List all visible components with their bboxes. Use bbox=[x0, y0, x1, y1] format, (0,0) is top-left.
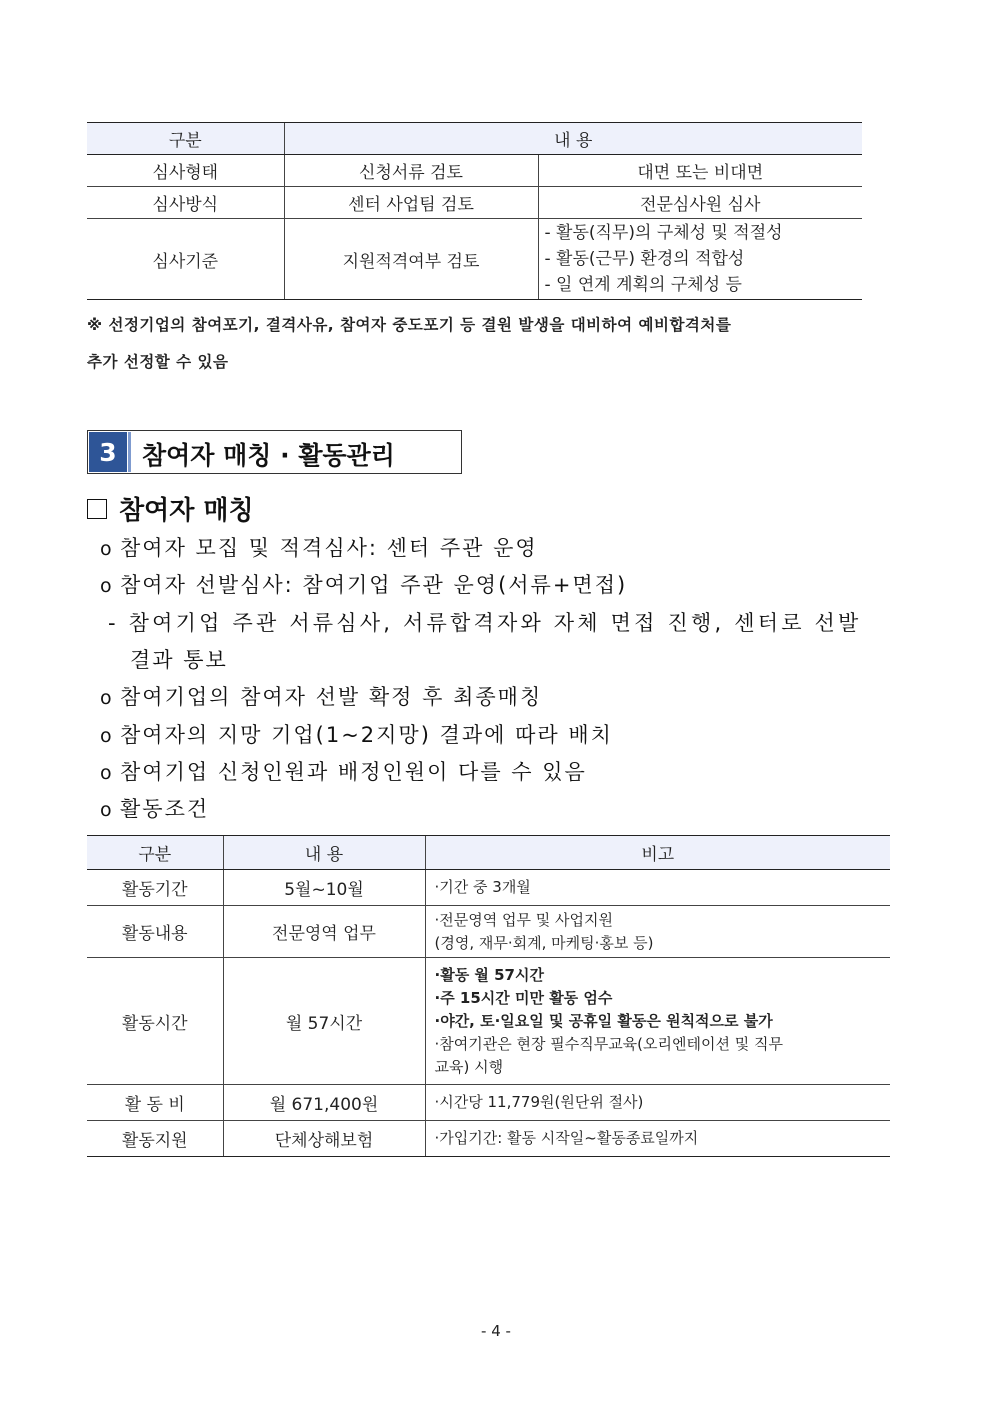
row-label: 활 동 비 bbox=[87, 1085, 223, 1121]
subheading bbox=[87, 490, 254, 527]
screening-table bbox=[87, 122, 862, 300]
page-number: - 4 - bbox=[481, 1322, 511, 1340]
table-cell: 5월~10월 bbox=[223, 870, 425, 906]
notes-cell bbox=[425, 870, 890, 906]
list-item bbox=[100, 793, 209, 823]
note-text: ·참여기관은 현장 필수직무교육(오리엔테이션 및 직무 bbox=[434, 1034, 783, 1053]
section-number-accent bbox=[128, 432, 131, 472]
table-row bbox=[87, 906, 890, 958]
list-item-text: 참여기업 신청인원과 배정인원이 다를 수 있음 bbox=[120, 760, 587, 784]
criteria-list-cell bbox=[538, 219, 862, 300]
subheading-text: 참여자 매칭 bbox=[119, 496, 254, 526]
table-header-cell: 구분 bbox=[87, 123, 284, 155]
table-header-row bbox=[87, 836, 890, 870]
bullet-marker: o bbox=[100, 687, 114, 709]
list-item bbox=[100, 681, 542, 711]
bullet-marker: o bbox=[100, 725, 114, 747]
table-cell: 월 57시간 bbox=[223, 958, 425, 1085]
table-header-cell: 비고 bbox=[425, 836, 890, 870]
checkbox-square-icon bbox=[87, 499, 107, 519]
list-item: - 활동(직무)의 구체성 및 적절성 bbox=[544, 223, 783, 243]
row-label: 활동기간 bbox=[87, 870, 223, 906]
table-row bbox=[87, 1121, 890, 1157]
table-header-cell: 구분 bbox=[87, 836, 223, 870]
list-item bbox=[100, 719, 613, 749]
section-title: 참여자 매칭 · 활동관리 bbox=[142, 441, 395, 470]
note-text: ·가입기간: 활동 시작일~활동종료일까지 bbox=[434, 1129, 699, 1147]
note-line: ※ 선정기업의 참여포기, 결격사유, 참여자 중도포기 등 결원 발생을 대비하여 예비합격처를 bbox=[87, 316, 732, 334]
list-item: - 활동(근무) 환경의 적합성 bbox=[544, 249, 745, 269]
table-row bbox=[87, 187, 862, 219]
table-cell: 전문영역 업무 bbox=[223, 906, 425, 958]
bullet-marker: o bbox=[100, 575, 114, 597]
table-cell: 센터 사업팀 검토 bbox=[284, 187, 538, 219]
table-row bbox=[87, 1085, 890, 1121]
list-item-text: 활동조건 bbox=[120, 797, 210, 821]
table-row bbox=[87, 155, 862, 187]
table-header-cell: 내 용 bbox=[223, 836, 425, 870]
table-cell: 신청서류 검토 bbox=[284, 155, 538, 187]
list-item bbox=[100, 532, 538, 562]
table-cell: 전문심사원 심사 bbox=[538, 187, 862, 219]
section-heading bbox=[87, 430, 462, 474]
list-item: - 일 연계 계획의 구체성 등 bbox=[544, 275, 742, 295]
table-row bbox=[87, 219, 862, 300]
activity-conditions-table bbox=[87, 835, 890, 1157]
table-cell: 단체상해보험 bbox=[223, 1121, 425, 1157]
note-text: 교육) 시행 bbox=[434, 1057, 504, 1076]
note-text: ·시간당 11,779원(원단위 절사) bbox=[434, 1093, 644, 1111]
dash-item-line: - 참여기업 주관 서류심사, 서류합격자와 자체 면접 진행, 센터로 선발 bbox=[108, 611, 862, 635]
note-text-bold: ·주 15시간 미만 활동 엄수 bbox=[434, 988, 613, 1007]
list-item-text: 참여자 선발심사: 참여기업 주관 운영(서류+면접) bbox=[120, 573, 628, 597]
row-label: 활동시간 bbox=[87, 958, 223, 1085]
note-line: 추가 선정할 수 있음 bbox=[87, 353, 229, 371]
notes-cell bbox=[425, 958, 890, 1085]
section-number: 3 bbox=[89, 432, 127, 472]
notes-cell bbox=[425, 1085, 890, 1121]
notes-cell bbox=[425, 906, 890, 958]
note-text-bold: ·야간, 토·일요일 및 공휴일 활동은 원칙적으로 불가 bbox=[434, 1011, 773, 1030]
table-row bbox=[87, 870, 890, 906]
list-item bbox=[100, 756, 587, 786]
row-label: 활동지원 bbox=[87, 1121, 223, 1157]
row-label: 심사형태 bbox=[87, 155, 284, 187]
note-text: ·전문영역 업무 및 사업지원 bbox=[434, 910, 613, 929]
row-label: 활동내용 bbox=[87, 906, 223, 958]
table-header-cell: 내 용 bbox=[284, 123, 862, 155]
table-cell: 월 671,400원 bbox=[223, 1085, 425, 1121]
note-text: ·기간 중 3개월 bbox=[434, 878, 531, 896]
table-row bbox=[87, 958, 890, 1085]
list-item-text: 참여자 모집 및 적격심사: 센터 주관 운영 bbox=[120, 536, 538, 560]
list-item bbox=[100, 569, 627, 599]
table-cell: 지원적격여부 검토 bbox=[284, 219, 538, 300]
bullet-marker: o bbox=[100, 762, 114, 784]
dash-item-line: 결과 통보 bbox=[130, 648, 228, 672]
row-label: 심사방식 bbox=[87, 187, 284, 219]
table-cell: 대면 또는 비대면 bbox=[538, 155, 862, 187]
notes-cell bbox=[425, 1121, 890, 1157]
list-item-text: 참여기업의 참여자 선발 확정 후 최종매칭 bbox=[120, 685, 543, 709]
bullet-marker: o bbox=[100, 538, 114, 560]
note-text: (경영, 재무·회계, 마케팅·홍보 등) bbox=[434, 933, 654, 952]
list-item-text: 참여자의 지망 기업(1~2지망) 결과에 따라 배치 bbox=[120, 723, 613, 747]
table-header-row bbox=[87, 123, 862, 155]
bullet-marker: o bbox=[100, 799, 114, 821]
row-label: 심사기준 bbox=[87, 219, 284, 300]
note-text-bold: ·활동 월 57시간 bbox=[434, 965, 544, 984]
